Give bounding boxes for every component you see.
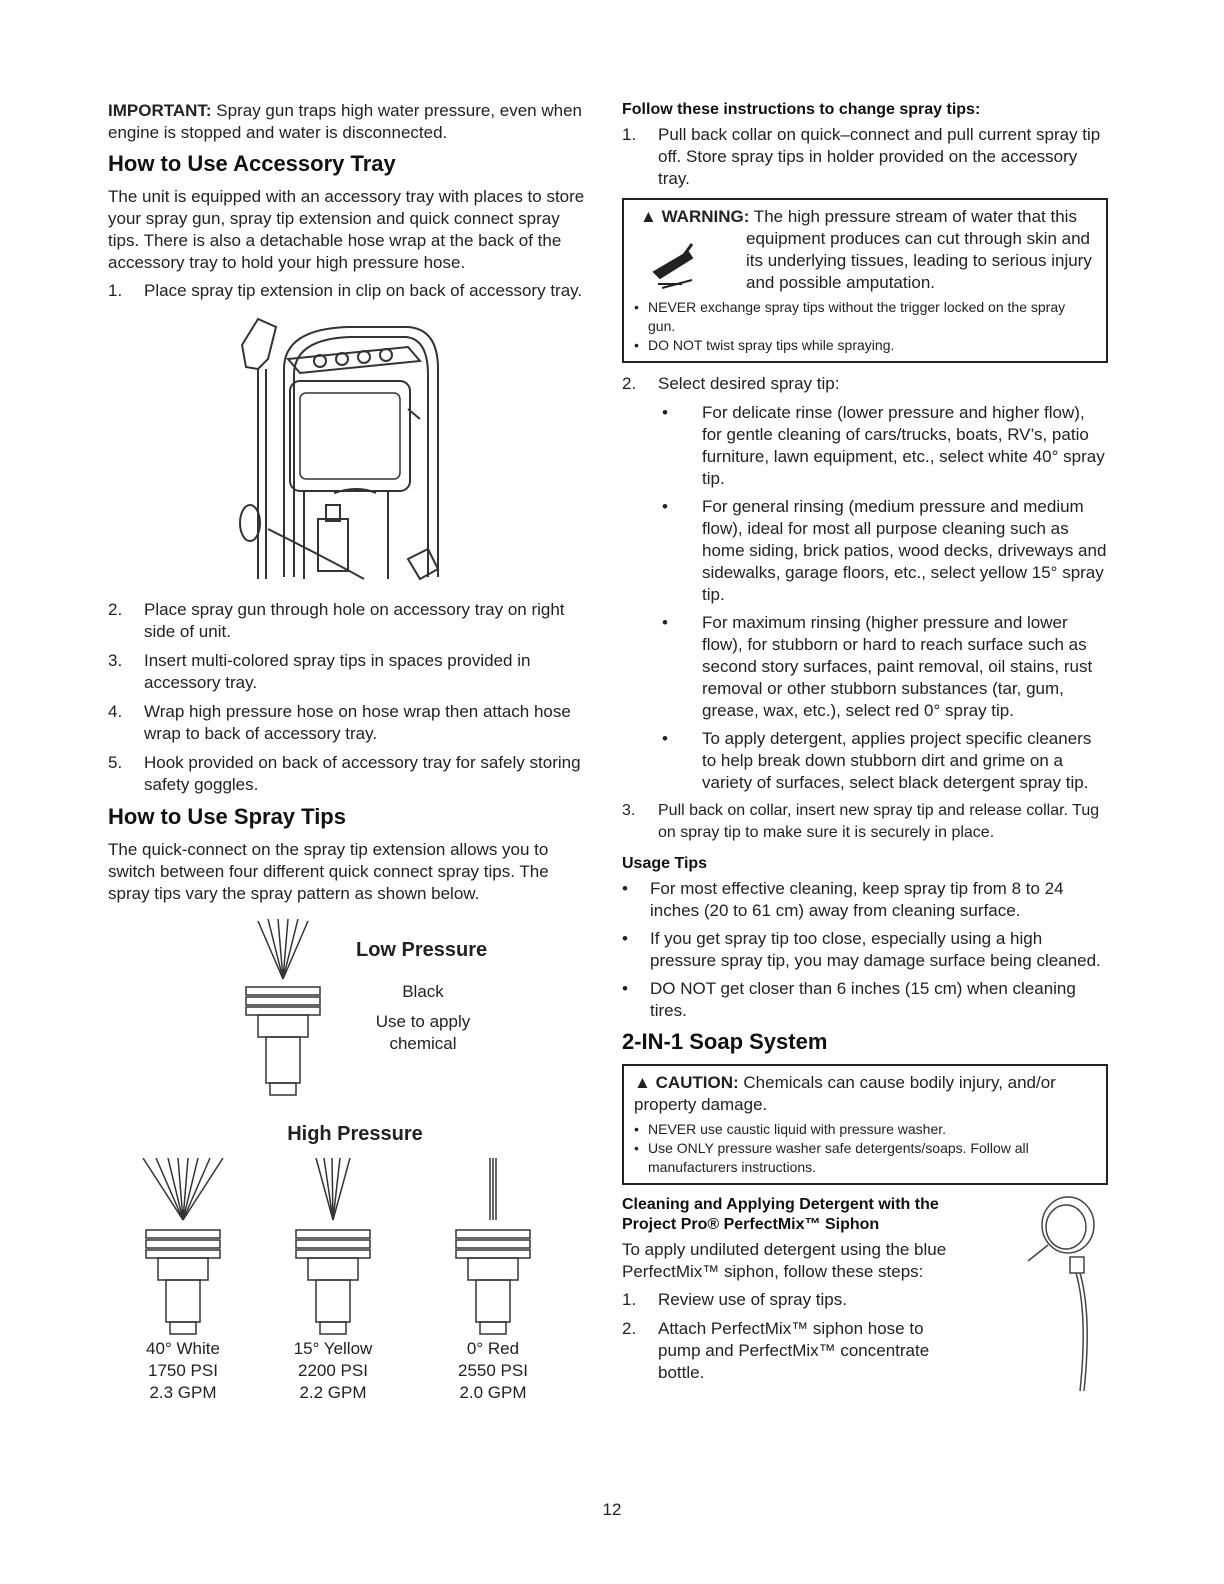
important-note [108,100,592,144]
low-pressure-section [108,919,592,1129]
tray-step-1: 1. Place spray tip extension in clip on back of accessory tray. [108,281,583,300]
warning-triangle-icon: ▲ [640,207,657,226]
change-step-2: 2. Select desired spray tip: [622,374,840,393]
spray-tip-options [622,402,1108,794]
tray-step-2: 2. Place spray gun through hole on accessory tray on right side of unit. [108,600,565,641]
warning-bullet-2: • DO NOT twist spray tips while spraying. [634,337,895,353]
change-step-1: 1. Pull back collar on quick–connect and pull current spray tip off. Store spray tips in holder provided on the accessory tray. [622,125,1101,188]
siphon-step-2: 2. Attach PerfectMix™ siphon hose to pump and PerfectMix™ concentrate bottle. [622,1319,930,1382]
injection-hazard-icon [648,236,708,292]
tray-step-3: 3. Insert multi-colored spray tips in spaces provided in accessory tray. [108,651,531,692]
option-yellow: • For general rinsing (medium pressure and medium flow), ideal for most all purpose cleaning such as home siding, brick patios, wood decks, driveways and sidewalks, garage floors, etc., select yellow 15° spray tip. [662,497,1107,604]
option-red: • For maximum rinsing (higher pressure and lower flow), for stubborn or hard to reach surface such as second story surfaces, paint removal, oil stains, rust removal or other stubborn substances (tar, gum, grease, wax, etc.), select red 0° spray tip. [662,613,1093,720]
white-spray-tip-icon [128,1158,238,1338]
siphon-step-1: 1. Review use of spray tips. [622,1290,847,1309]
accessory-tray-illustration [108,309,592,599]
low-pressure-use-2: chemical [389,1034,457,1053]
tray-step-4: 4. Wrap high pressure hose on hose wrap then attach hose wrap to back of accessory tray. [108,702,571,743]
siphon-intro: To apply undiluted detergent using the blue PerfectMix™ siphon, follow these steps: [622,1240,947,1281]
spray-tips-heading: How to Use Spray Tips [108,804,346,829]
yellow-spray-tip-icon [278,1158,388,1338]
siphon-section [622,1195,1108,1384]
left-column [108,100,592,1412]
soap-system-heading: 2-IN-1 Soap System [622,1029,828,1054]
tray-intro: The unit is equipped with an accessory tray with places to store your spray gun, spray tip extension and quick connect spray tips. There is also a detachable hose wrap at the back of the accessory tray to hold your high pressure hose. [108,187,585,272]
caution-text: ▲ CAUTION: Chemicals can cause bodily injury, and/or property damage. [634,1073,1056,1114]
low-pressure-title: Low Pressure [356,939,488,961]
siphon-hose-icon [988,1195,1108,1395]
usage-bullet-1: • For most effective cleaning, keep spray tip from 8 to 24 inches (20 to 61 cm) away from cleaning surface. [622,879,1064,920]
low-pressure-color: Black [402,982,444,1001]
caution-bullet-1: • NEVER use caustic liquid with pressure washer. [634,1121,947,1137]
siphon-heading-1: Cleaning and Applying Detergent with the [622,1196,939,1213]
warning-line-1: ▲ WARNING: The high pressure stream of water that this [640,207,1077,226]
usage-bullet-2: • If you get spray tip too close, especially using a high pressure spray tip, you may damage surface being cleaned. [622,929,1101,970]
option-black: • To apply detergent, applies project specific cleaners to help break down stubborn dirt and grime on a variety of surfaces, select black detergent spray tip. [662,729,1092,792]
red-spray-tip-icon [438,1158,548,1338]
low-pressure-use-1: Use to apply [375,1012,471,1031]
high-pressure-title: High Pressure [287,1123,423,1145]
pressure-washer-icon [108,309,592,599]
warning-box: ▲ WARNING: The high pressure stream of water that this equipment produces can cut through skin and its underlying tissues, leading to serious injury and possible amputation. • NEVER exchange spray tips without the trigger locked on the spray gun. • DO NOT twist spray tips while spraying. [622,198,1108,363]
tip-yellow-label: 15° Yellow 2200 PSI 2.2 GPM [293,1339,373,1402]
tray-step-5: 5. Hook provided on back of accessory tray for safely storing safety goggles. [108,753,581,794]
usage-bullet-3: • DO NOT get closer than 6 inches (15 cm) when cleaning tires. [622,979,1076,1020]
change-tips-heading: Follow these instructions to change spray tips: [622,101,981,118]
important-text: Spray gun traps high water pressure, even when engine is stopped and water is disconnected. [108,101,582,142]
tip-red-label: 0° Red 2550 PSI 2.0 GPM [458,1339,528,1402]
caution-box [622,1064,1108,1185]
spray-tips-intro: The quick-connect on the spray tip extension allows you to switch between four different quick connect spray tips. The spray tips vary the spray pattern as shown below. [108,840,549,903]
high-pressure-section [108,1152,592,1412]
warning-bullet-1: • NEVER exchange spray tips without the trigger locked on the spray gun. [634,299,1066,334]
usage-tips-heading: Usage Tips [622,855,708,872]
siphon-heading-2: Project Pro® PerfectMix™ Siphon [622,1216,880,1233]
tray-heading: How to Use Accessory Tray [108,151,396,176]
page-number: 12 [602,1500,622,1519]
tip-white-label: 40° White 1750 PSI 2.3 GPM [146,1339,220,1402]
right-column [622,100,1108,1391]
important-label: IMPORTANT: [108,101,212,120]
change-step-3: 3. Pull back on collar, insert new spray tip and release collar. Tug on spray tip to make sure it is securely in place. [622,802,1100,841]
caution-bullet-2: • Use ONLY pressure washer safe detergents/soaps. Follow all manufacturers instructions. [634,1140,1029,1175]
warning-label: WARNING: [661,207,750,226]
option-white: • For delicate rinse (lower pressure and higher flow), for gentle cleaning of cars/trucks, boats, RV’s, patio furniture, lawn equipment, etc., select white 40° spray tip. [662,403,1105,488]
caution-triangle-icon: ▲ [634,1073,651,1092]
black-spray-tip-icon [228,919,338,1119]
